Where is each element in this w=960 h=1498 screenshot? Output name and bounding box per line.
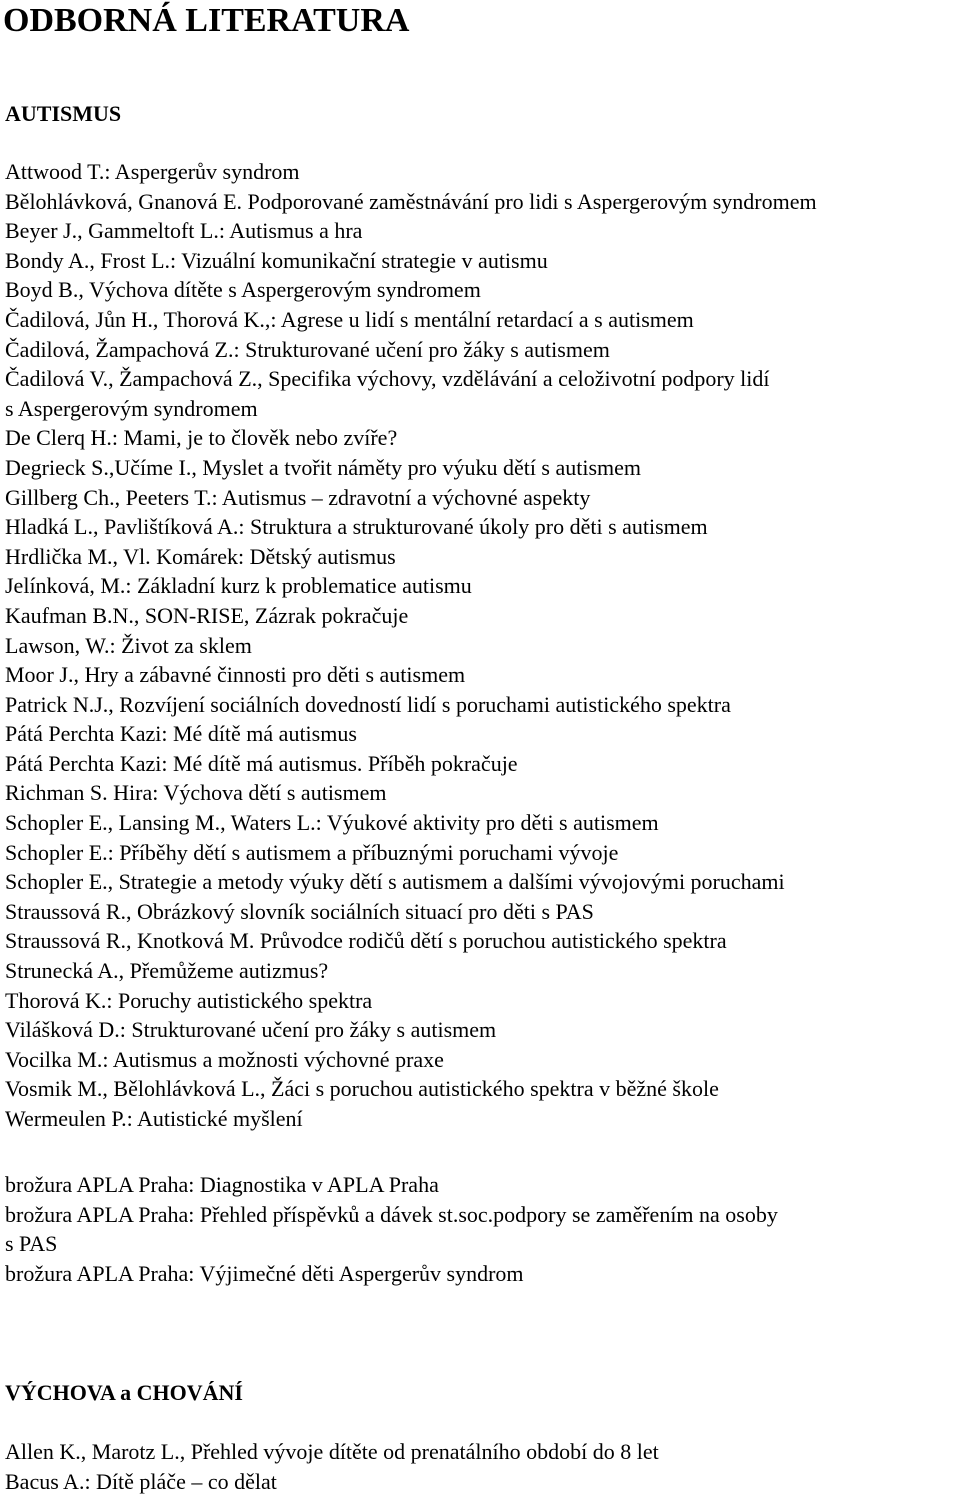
reference-entry: Lawson, W.: Život za sklem <box>5 632 252 658</box>
reference-entry: Čadilová, Jůn H., Thorová K.,: Agrese u lidí s mentální retardací a s autismem <box>5 306 694 332</box>
reference-entry: brožura APLA Praha: Diagnostika v APLA Praha <box>5 1172 439 1197</box>
reference-entry: Bacus A.: Dítě pláče – co dělat <box>5 1468 277 1494</box>
reference-entry: Beyer J., Gammeltoft L.: Autismus a hra <box>5 218 363 244</box>
brochure-reference-list <box>5 1170 955 1288</box>
reference-entry: Pátá Perchta Kazi: Mé dítě má autismus. Příběh pokračuje <box>5 750 518 776</box>
reference-entry: s Aspergerovým syndromem <box>5 395 258 421</box>
reference-entry: Bondy A., Frost L.: Vizuální komunikační strategie v autismu <box>5 247 548 273</box>
education-reference-list <box>5 1437 955 1496</box>
autism-reference-list <box>5 157 955 1134</box>
reference-entry: Strunecká A., Přemůžeme autizmus? <box>5 958 329 984</box>
reference-entry: Richman S. Hira: Výchova dětí s autismem <box>5 780 387 806</box>
reference-entry: Vosmik M., Bělohlávková L., Žáci s poruchou autistického spektra v běžné škole <box>5 1076 719 1102</box>
reference-entry: Hladká L., Pavlištíková A.: Struktura a strukturované úkoly pro děti s autismem <box>5 514 708 540</box>
reference-entry: Attwood T.: Aspergerův syndrom <box>5 159 300 184</box>
reference-entry: brožura APLA Praha: Výjimečné děti Aspergerův syndrom <box>5 1260 524 1286</box>
reference-entry: Degrieck S.,Učíme I., Myslet a tvořit náměty pro výuku dětí s autismem <box>5 454 642 480</box>
reference-entry: Moor J., Hry a zábavné činnosti pro děti s autismem <box>5 662 466 688</box>
reference-entry: s PAS <box>5 1231 58 1257</box>
section-heading-autism: AUTISMUS <box>5 101 122 126</box>
reference-entry: De Clerq H.: Mami, je to člověk nebo zvíře? <box>5 425 398 451</box>
reference-entry: Straussová R., Obrázkový slovník sociálních situací pro děti s PAS <box>5 898 594 924</box>
reference-entry: Kaufman B.N., SON-RISE, Zázrak pokračuje <box>5 602 409 628</box>
reference-entry: brožura APLA Praha: Přehled příspěvků a dávek st.soc.podpory se zaměřením na osoby <box>5 1201 778 1227</box>
reference-entry: Schopler E., Strategie a metody výuky dětí s autismem a dalšími vývojovými poruchami <box>5 869 785 895</box>
reference-entry: Čadilová, Žampachová Z.: Strukturované učení pro žáky s autismem <box>5 336 610 362</box>
reference-entry: Gillberg Ch., Peeters T.: Autismus – zdravotní a výchovné aspekty <box>5 484 591 510</box>
reference-entry: Thorová K.: Poruchy autistického spektra <box>5 987 373 1013</box>
reference-entry: Patrick N.J., Rozvíjení sociálních dovedností lidí s poruchami autistického spektra <box>5 691 731 717</box>
reference-entry: Schopler E.: Příběhy dětí s autismem a příbuznými poruchami vývoje <box>5 839 619 865</box>
reference-entry: Hrdlička M., Vl. Komárek: Dětský autismus <box>5 543 396 569</box>
reference-entry: Čadilová V., Žampachová Z., Specifika výchovy, vzdělávání a celoživotní podpory lidí <box>5 366 770 392</box>
reference-entry: Jelínková, M.: Základní kurz k problematice autismu <box>5 573 472 599</box>
reference-entry: Schopler E., Lansing M., Waters L.: Výukové aktivity pro děti s autismem <box>5 810 659 836</box>
reference-entry: Vocilka M.: Autismus a možnosti výchovné praxe <box>5 1046 444 1072</box>
reference-entry: Allen K., Marotz L., Přehled vývoje dítěte od prenatálního období do 8 let <box>5 1439 659 1464</box>
reference-entry: Wermeulen P.: Autistické myšlení <box>5 1106 303 1131</box>
reference-entry: Vilášková D.: Strukturované učení pro žáky s autismem <box>5 1017 497 1043</box>
reference-entry: Pátá Perchta Kazi: Mé dítě má autismus <box>5 721 357 747</box>
reference-entry: Bělohlávková, Gnanová E. Podporované zaměstnávání pro lidi s Aspergerovým syndromem <box>5 188 817 214</box>
reference-entry: Boyd B., Výchova dítěte s Aspergerovým syndromem <box>5 277 481 303</box>
document-title: ODBORNÁ LITERATURA <box>3 2 410 39</box>
section-heading-education: VÝCHOVA a CHOVÁNÍ <box>5 1380 243 1405</box>
reference-entry: Straussová R., Knotková M. Průvodce rodičů dětí s poruchou autistického spektra <box>5 928 727 954</box>
